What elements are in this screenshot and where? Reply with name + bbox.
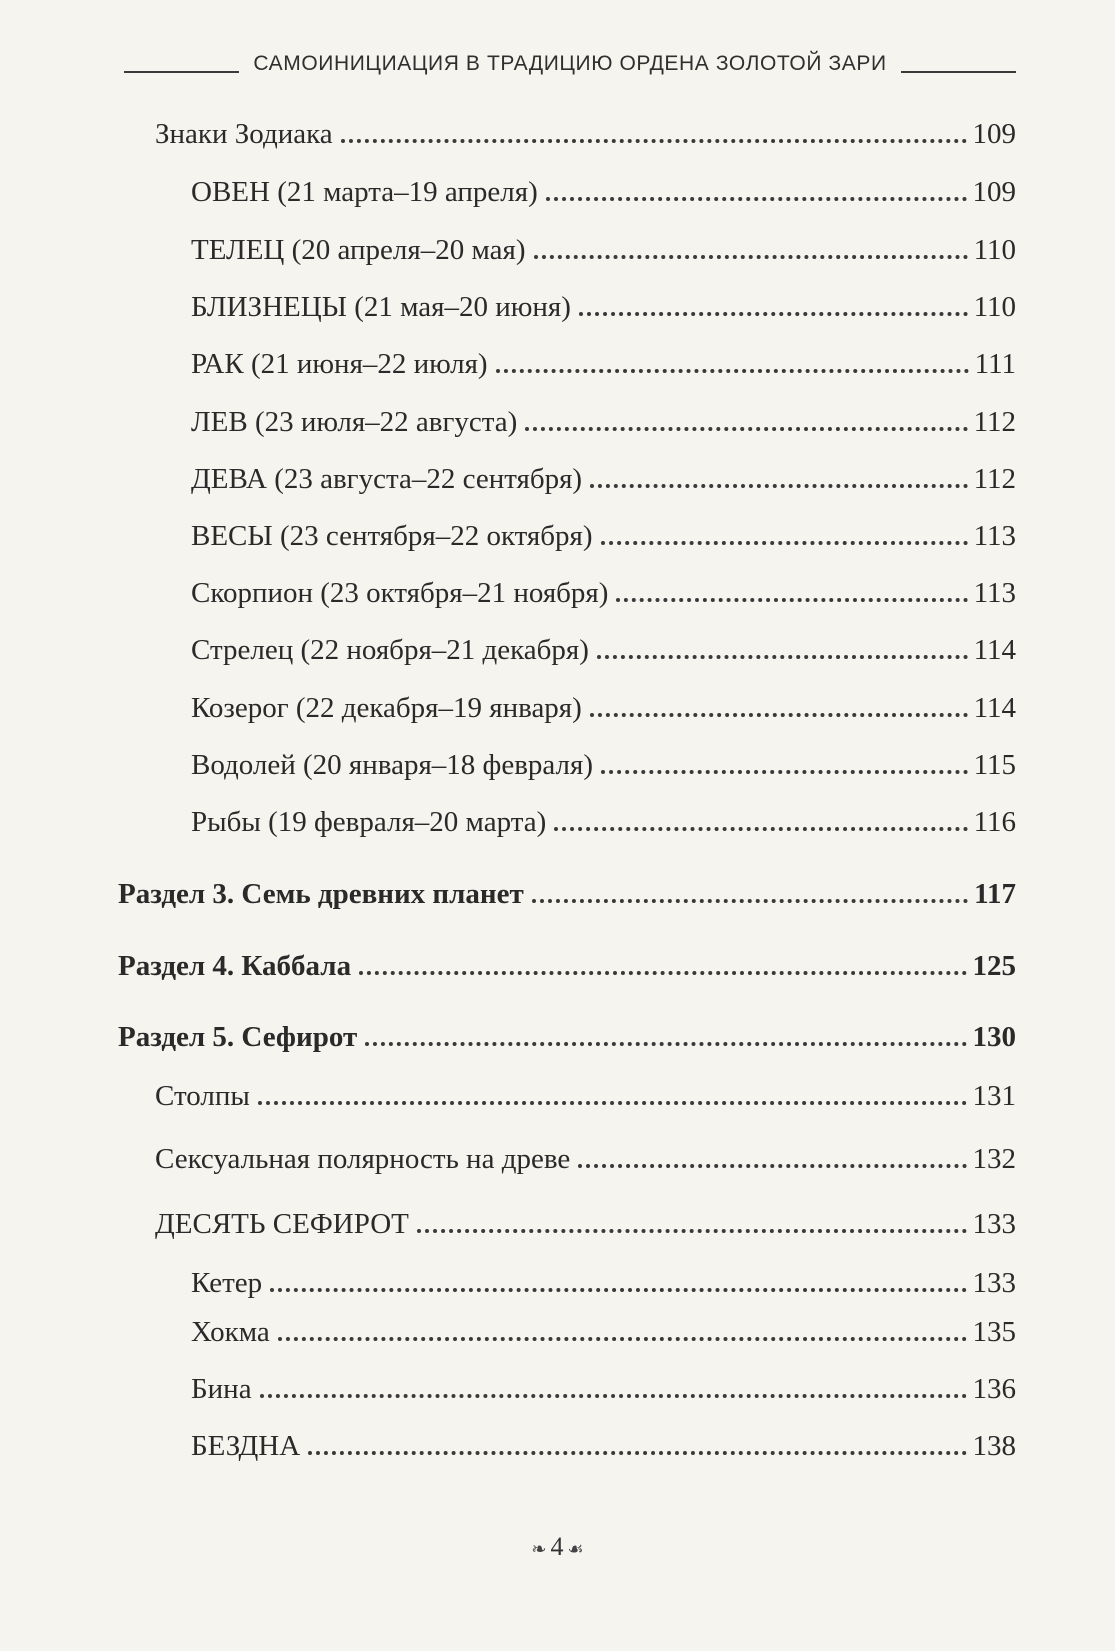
running-title: САМОИНИЦИАЦИЯ В ТРАДИЦИЮ ОРДЕНА ЗОЛОТОЙ ЗАРИ [253,52,887,75]
toc-entry [155,1202,1016,1242]
toc-entry-page: 111 [974,348,1016,380]
toc-entry [191,285,1016,325]
toc-entry [191,628,1016,668]
toc-entry-label: Водолей (20 января–18 февраля) [191,749,593,781]
toc-entry [118,872,1016,912]
dot-leader [601,770,968,774]
toc-entry-label: Козерог (22 декабря–19 января) [191,692,582,724]
toc-entry-label: Столпы [155,1080,250,1112]
dot-leader [590,713,968,717]
toc-entry-page: 113 [973,577,1016,609]
dot-leader [270,1288,966,1292]
toc-entry-page: 113 [973,520,1016,552]
dot-leader [260,1394,967,1398]
dot-leader [308,1451,966,1455]
toc-entry-page: 109 [972,176,1016,208]
toc-entry-label: ЛЕВ (23 июля–22 августа) [191,406,518,438]
dot-leader [532,899,968,903]
toc-entry-page: 130 [972,1021,1016,1053]
dot-leader [546,197,967,201]
dot-leader [579,312,968,316]
page-folio [0,1532,1115,1562]
toc-entry-page: 117 [974,878,1016,910]
running-head [124,52,1016,76]
dot-leader [601,541,968,545]
toc-entry [191,686,1016,726]
toc-entry-label: Сексуальная полярность на древе [155,1143,571,1175]
ornament-right-icon: ☙ [567,1538,584,1559]
dot-leader [341,139,967,143]
dot-leader [278,1337,967,1341]
toc-entry [191,1367,1016,1407]
toc-entry [191,514,1016,554]
toc-entry-page: 110 [973,234,1016,266]
ornament-left-icon: ❧ [531,1538,547,1559]
toc-entry-page: 138 [972,1430,1016,1462]
dot-leader [525,427,967,431]
toc-entry-page: 115 [973,749,1016,781]
toc-entry-page: 112 [973,463,1016,495]
toc-entry-label: ДЕСЯТЬ СЕФИРОТ [155,1208,409,1240]
toc-entry-page: 112 [973,406,1016,438]
toc-entry-label: Знаки Зодиака [155,118,333,150]
toc-entry-page: 114 [973,692,1016,724]
toc-entry-label: Хокма [191,1316,270,1348]
header-rule-right [901,71,1016,73]
toc-entry-label: ВЕСЫ (23 сентября–22 октября) [191,520,593,552]
toc-entry [191,743,1016,783]
dot-leader [597,655,968,659]
toc-entry [191,571,1016,611]
toc-entry-page: 109 [972,118,1016,150]
toc-entry [191,1261,1016,1301]
dot-leader [554,827,967,831]
dot-leader [616,598,967,602]
toc-entry [191,400,1016,440]
toc-entry-page: 133 [972,1208,1016,1240]
toc-entry-page: 110 [973,291,1016,323]
toc-entry-label: Кетер [191,1267,263,1299]
dot-leader [496,369,969,373]
page-number: 4 [550,1532,564,1561]
toc-entry-label: Стрелец (22 ноября–21 декабря) [191,634,589,666]
toc-entry [191,228,1016,268]
toc-entry [191,457,1016,497]
dot-leader [578,1164,966,1168]
toc-entry-page: 114 [973,634,1016,666]
toc-entry-label: Раздел 3. Семь древних планет [118,878,524,910]
toc-entry-label: ТЕЛЕЦ (20 апреля–20 мая) [191,234,526,266]
toc-entry [118,1015,1016,1055]
dot-leader [359,971,966,975]
toc-entry-label: Раздел 5. Сефирот [118,1021,358,1053]
toc-entry [155,112,1016,152]
toc-entry-label: БЕЗДНА [191,1430,301,1462]
toc-entry-label: Бина [191,1373,252,1405]
toc-entry [118,944,1016,984]
toc-entry [191,800,1016,840]
toc-entry [191,1310,1016,1350]
toc-entry-label: РАК (21 июня–22 июля) [191,348,488,380]
toc-entry-page: 132 [972,1143,1016,1175]
toc-entry-label: Скорпион (23 октября–21 ноября) [191,577,609,609]
toc-entry-label: Рыбы (19 февраля–20 марта) [191,806,547,838]
toc-entry [191,170,1016,210]
toc-entry-page: 125 [972,950,1016,982]
toc-entry-page: 131 [972,1080,1016,1112]
toc-entry-label: ДЕВА (23 августа–22 сентября) [191,463,583,495]
toc-entry [155,1074,1016,1114]
toc-entry-page: 135 [972,1316,1016,1348]
header-rule-left [124,71,239,73]
toc-entry-label: ОВЕН (21 марта–19 апреля) [191,176,538,208]
dot-leader [590,484,967,488]
toc-entry-label: Раздел 4. Каббала [118,950,352,982]
toc-entry [191,342,1016,382]
toc-entry [191,1424,1016,1464]
dot-leader [534,255,968,259]
toc-entry-page: 116 [973,806,1016,838]
toc-entry-page: 136 [972,1373,1016,1405]
dot-leader [417,1229,967,1233]
toc-entry-label: БЛИЗНЕЦЫ (21 мая–20 июня) [191,291,571,323]
toc-entry [155,1137,1016,1177]
dot-leader [258,1101,967,1105]
toc-entry-page: 133 [972,1267,1016,1299]
dot-leader [365,1042,966,1046]
